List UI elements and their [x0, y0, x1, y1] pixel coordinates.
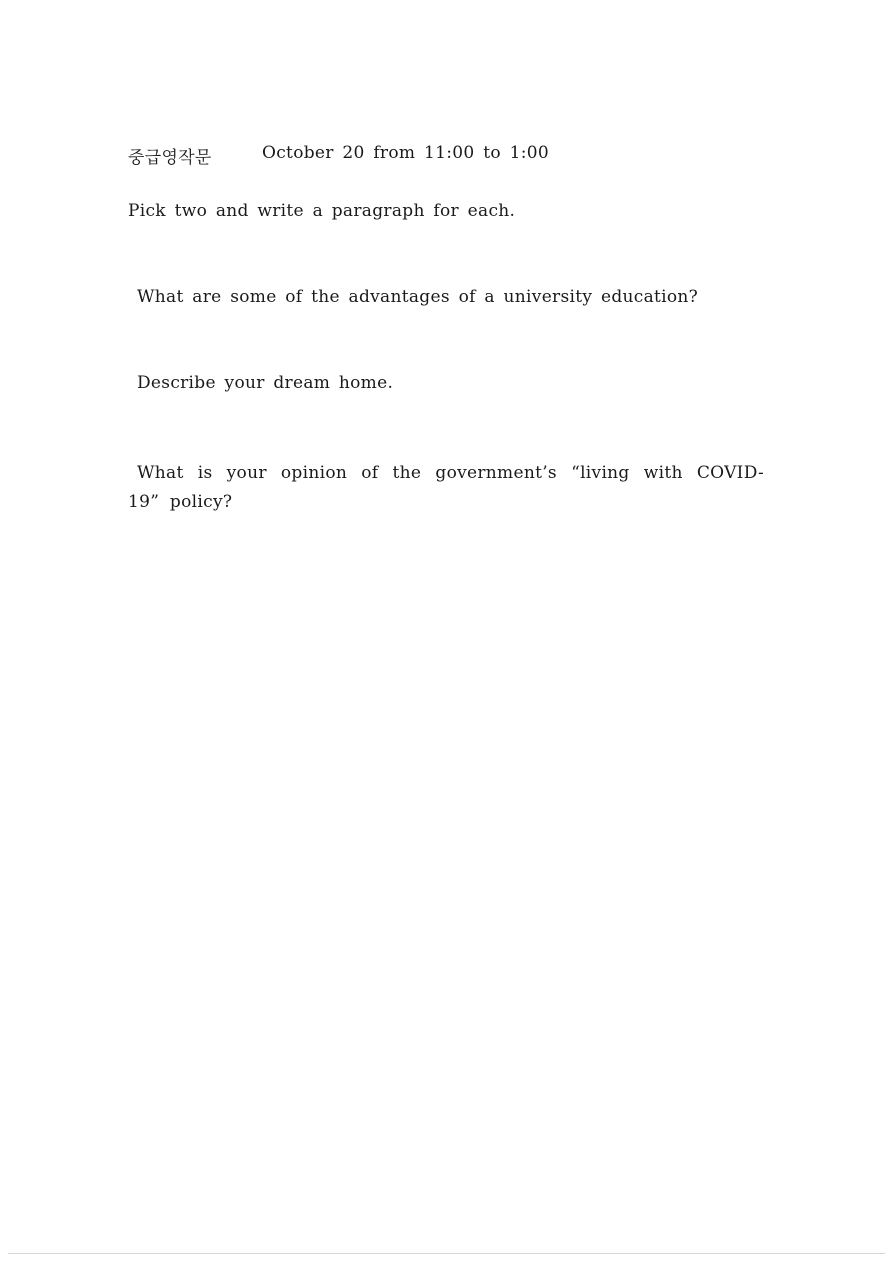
- instruction-text: Pick two and write a paragraph for each.: [128, 201, 516, 221]
- bottom-divider: [8, 1253, 885, 1254]
- course-title: 중급영작문: [128, 148, 212, 168]
- question-1: What are some of the advantages of a university education?: [137, 287, 699, 307]
- question-3: What is your opinion of the government’s “living with COVID-19” policy?: [128, 463, 764, 512]
- question-2: Describe your dream home.: [137, 373, 394, 393]
- exam-time: October 20 from 11:00 to 1:00: [262, 143, 549, 163]
